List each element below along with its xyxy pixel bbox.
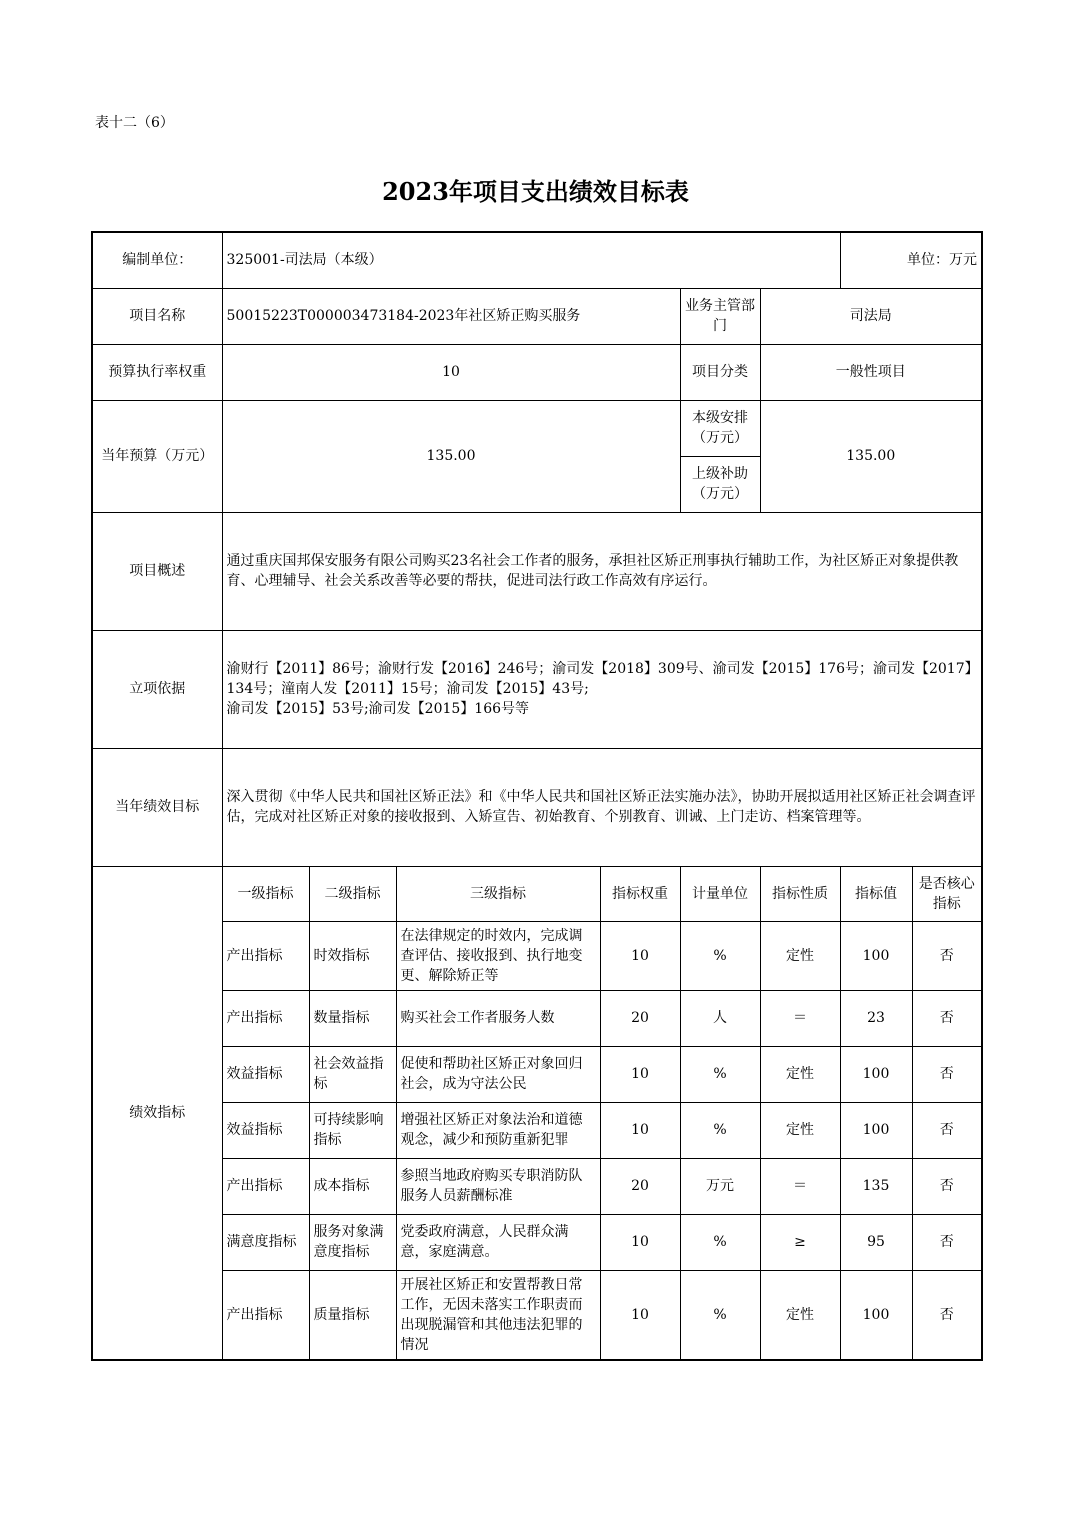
table-row bbox=[92, 1158, 982, 1214]
overview-text: 通过重庆国邦保安服务有限公司购买23名社会工作者的服务，承担社区矫正刑事执行辅助工作，为社区矫正对象提供教育、心理辅导、社会关系改善等必要的帮扶，促进司法行政工作高效有序运行。 bbox=[222, 512, 982, 630]
nature-cell: ≥ bbox=[760, 1214, 840, 1270]
value-cell: 95 bbox=[840, 1214, 912, 1270]
indicator-header-row bbox=[92, 866, 982, 921]
core-cell: 否 bbox=[912, 990, 982, 1046]
unit-cell: 人 bbox=[680, 990, 760, 1046]
table-row bbox=[92, 1214, 982, 1270]
performance-target-table bbox=[91, 231, 983, 1361]
local-label: 本级安排（万元） bbox=[680, 400, 760, 456]
table-row bbox=[92, 990, 982, 1046]
level1-cell: 产出指标 bbox=[222, 990, 309, 1046]
core-cell: 否 bbox=[912, 1214, 982, 1270]
basis-label: 立项依据 bbox=[92, 630, 222, 748]
budget-rate-label: 预算执行率权重 bbox=[92, 344, 222, 400]
core-cell: 否 bbox=[912, 1046, 982, 1102]
level3-cell: 在法律规定的时效内，完成调查评估、接收报到、执行地变更、解除矫正等 bbox=[396, 921, 600, 990]
goal-text: 深入贯彻《中华人民共和国社区矫正法》和《中华人民共和国社区矫正法实施办法》，协助开展拟适用社区矫正社会调查评估，完成对社区矫正对象的接收报到、入矫宣告、初始教育、个别教育、训诫、上门走访、档案管理等。 bbox=[222, 748, 982, 866]
nature-cell: 定性 bbox=[760, 1046, 840, 1102]
level1-cell: 产出指标 bbox=[222, 1270, 309, 1360]
level1-cell: 产出指标 bbox=[222, 921, 309, 990]
level2-cell: 质量指标 bbox=[309, 1270, 396, 1360]
value-cell: 23 bbox=[840, 990, 912, 1046]
weight-cell: 10 bbox=[600, 1214, 680, 1270]
annual-budget-label: 当年预算（万元） bbox=[92, 400, 222, 512]
level2-cell: 成本指标 bbox=[309, 1158, 396, 1214]
unit-cell: % bbox=[680, 921, 760, 990]
unit-cell: % bbox=[680, 1270, 760, 1360]
core-cell: 否 bbox=[912, 1270, 982, 1360]
level1-cell: 效益指标 bbox=[222, 1102, 309, 1158]
level3-cell: 开展社区矫正和安置帮教日常工作，无因未落实工作职责而出现脱漏管和其他违法犯罪的情况 bbox=[396, 1270, 600, 1360]
column-header: 指标值 bbox=[840, 866, 912, 921]
category-label: 项目分类 bbox=[680, 344, 760, 400]
goal-row bbox=[92, 748, 982, 866]
currency-label: 单位：万元 bbox=[840, 232, 982, 288]
upper-label: 上级补助（万元） bbox=[680, 456, 760, 512]
unit-cell: 万元 bbox=[680, 1158, 760, 1214]
nature-cell: ＝ bbox=[760, 990, 840, 1046]
page-title: 2023年项目支出绩效目标表 bbox=[382, 177, 689, 206]
level3-cell: 增强社区矫正对象法治和道德观念，减少和预防重新犯罪 bbox=[396, 1102, 600, 1158]
table-row bbox=[92, 1270, 982, 1360]
table-row bbox=[92, 1046, 982, 1102]
category-value: 一般性项目 bbox=[760, 344, 982, 400]
level3-cell: 党委政府满意，人民群众满意，家庭满意。 bbox=[396, 1214, 600, 1270]
unit-cell: % bbox=[680, 1214, 760, 1270]
level2-cell: 时效指标 bbox=[309, 921, 396, 990]
column-header: 计量单位 bbox=[680, 866, 760, 921]
nature-cell: 定性 bbox=[760, 1102, 840, 1158]
level3-cell: 促使和帮助社区矫正对象回归社会，成为守法公民 bbox=[396, 1046, 600, 1102]
basis-line-2: 渝司发【2015】53号;渝司发【2015】166号等 bbox=[226, 701, 530, 717]
weight-cell: 10 bbox=[600, 1046, 680, 1102]
level2-cell: 服务对象满意度指标 bbox=[309, 1214, 396, 1270]
header-row-rate bbox=[92, 344, 982, 400]
level1-cell: 效益指标 bbox=[222, 1046, 309, 1102]
basis-row bbox=[92, 630, 982, 748]
weight-cell: 10 bbox=[600, 921, 680, 990]
column-header: 指标性质 bbox=[760, 866, 840, 921]
core-cell: 否 bbox=[912, 1102, 982, 1158]
level3-cell: 购买社会工作者服务人数 bbox=[396, 990, 600, 1046]
table-row bbox=[92, 1102, 982, 1158]
column-header: 指标权重 bbox=[600, 866, 680, 921]
value-cell: 100 bbox=[840, 1046, 912, 1102]
annual-budget-value: 135.00 bbox=[222, 400, 680, 512]
table-row bbox=[92, 921, 982, 990]
level2-cell: 可持续影响指标 bbox=[309, 1102, 396, 1158]
budget-rate-value: 10 bbox=[222, 344, 680, 400]
basis-line-1: 渝财行【2011】86号；渝财行发【2016】246号；渝司发【2018】309号、渝司发【2015】176号；渝司发【2017】134号；潼南人发【2011】15号；渝司发【2015】43号; bbox=[226, 661, 972, 697]
unit-label: 编制单位： bbox=[92, 232, 222, 288]
nature-cell: 定性 bbox=[760, 1270, 840, 1360]
column-header: 三级指标 bbox=[396, 866, 600, 921]
overview-label: 项目概述 bbox=[92, 512, 222, 630]
level2-cell: 数量指标 bbox=[309, 990, 396, 1046]
core-cell: 否 bbox=[912, 1158, 982, 1214]
nature-cell: ＝ bbox=[760, 1158, 840, 1214]
weight-cell: 20 bbox=[600, 1158, 680, 1214]
unit-cell: % bbox=[680, 1102, 760, 1158]
basis-text bbox=[222, 630, 982, 748]
level3-cell: 参照当地政府购买专职消防队服务人员薪酬标准 bbox=[396, 1158, 600, 1214]
nature-cell: 定性 bbox=[760, 921, 840, 990]
project-name-label: 项目名称 bbox=[92, 288, 222, 344]
weight-cell: 10 bbox=[600, 1102, 680, 1158]
level2-cell: 社会效益指标 bbox=[309, 1046, 396, 1102]
header-row-unit bbox=[92, 232, 982, 288]
value-cell: 135 bbox=[840, 1158, 912, 1214]
value-cell: 100 bbox=[840, 921, 912, 990]
project-name-value: 50015223T000003473184-2023年社区矫正购买服务 bbox=[222, 288, 680, 344]
header-row-project bbox=[92, 288, 982, 344]
column-header: 一级指标 bbox=[222, 866, 309, 921]
value-cell: 100 bbox=[840, 1270, 912, 1360]
level1-cell: 满意度指标 bbox=[222, 1214, 309, 1270]
unit-value: 325001-司法局（本级） bbox=[222, 232, 840, 288]
weight-cell: 20 bbox=[600, 990, 680, 1046]
dept-label: 业务主管部门 bbox=[680, 288, 760, 344]
weight-cell: 10 bbox=[600, 1270, 680, 1360]
value-cell: 100 bbox=[840, 1102, 912, 1158]
unit-cell: % bbox=[680, 1046, 760, 1102]
goal-label: 当年绩效目标 bbox=[92, 748, 222, 866]
indicators-label: 绩效指标 bbox=[92, 866, 222, 1360]
local-value: 135.00 bbox=[760, 400, 982, 512]
column-header: 二级指标 bbox=[309, 866, 396, 921]
level1-cell: 产出指标 bbox=[222, 1158, 309, 1214]
column-header: 是否核心指标 bbox=[912, 866, 982, 921]
dept-value: 司法局 bbox=[760, 288, 982, 344]
header-row-budget-local bbox=[92, 400, 982, 456]
overview-row bbox=[92, 512, 982, 630]
table-reference-label: 表十二（6） bbox=[95, 115, 174, 131]
core-cell: 否 bbox=[912, 921, 982, 990]
